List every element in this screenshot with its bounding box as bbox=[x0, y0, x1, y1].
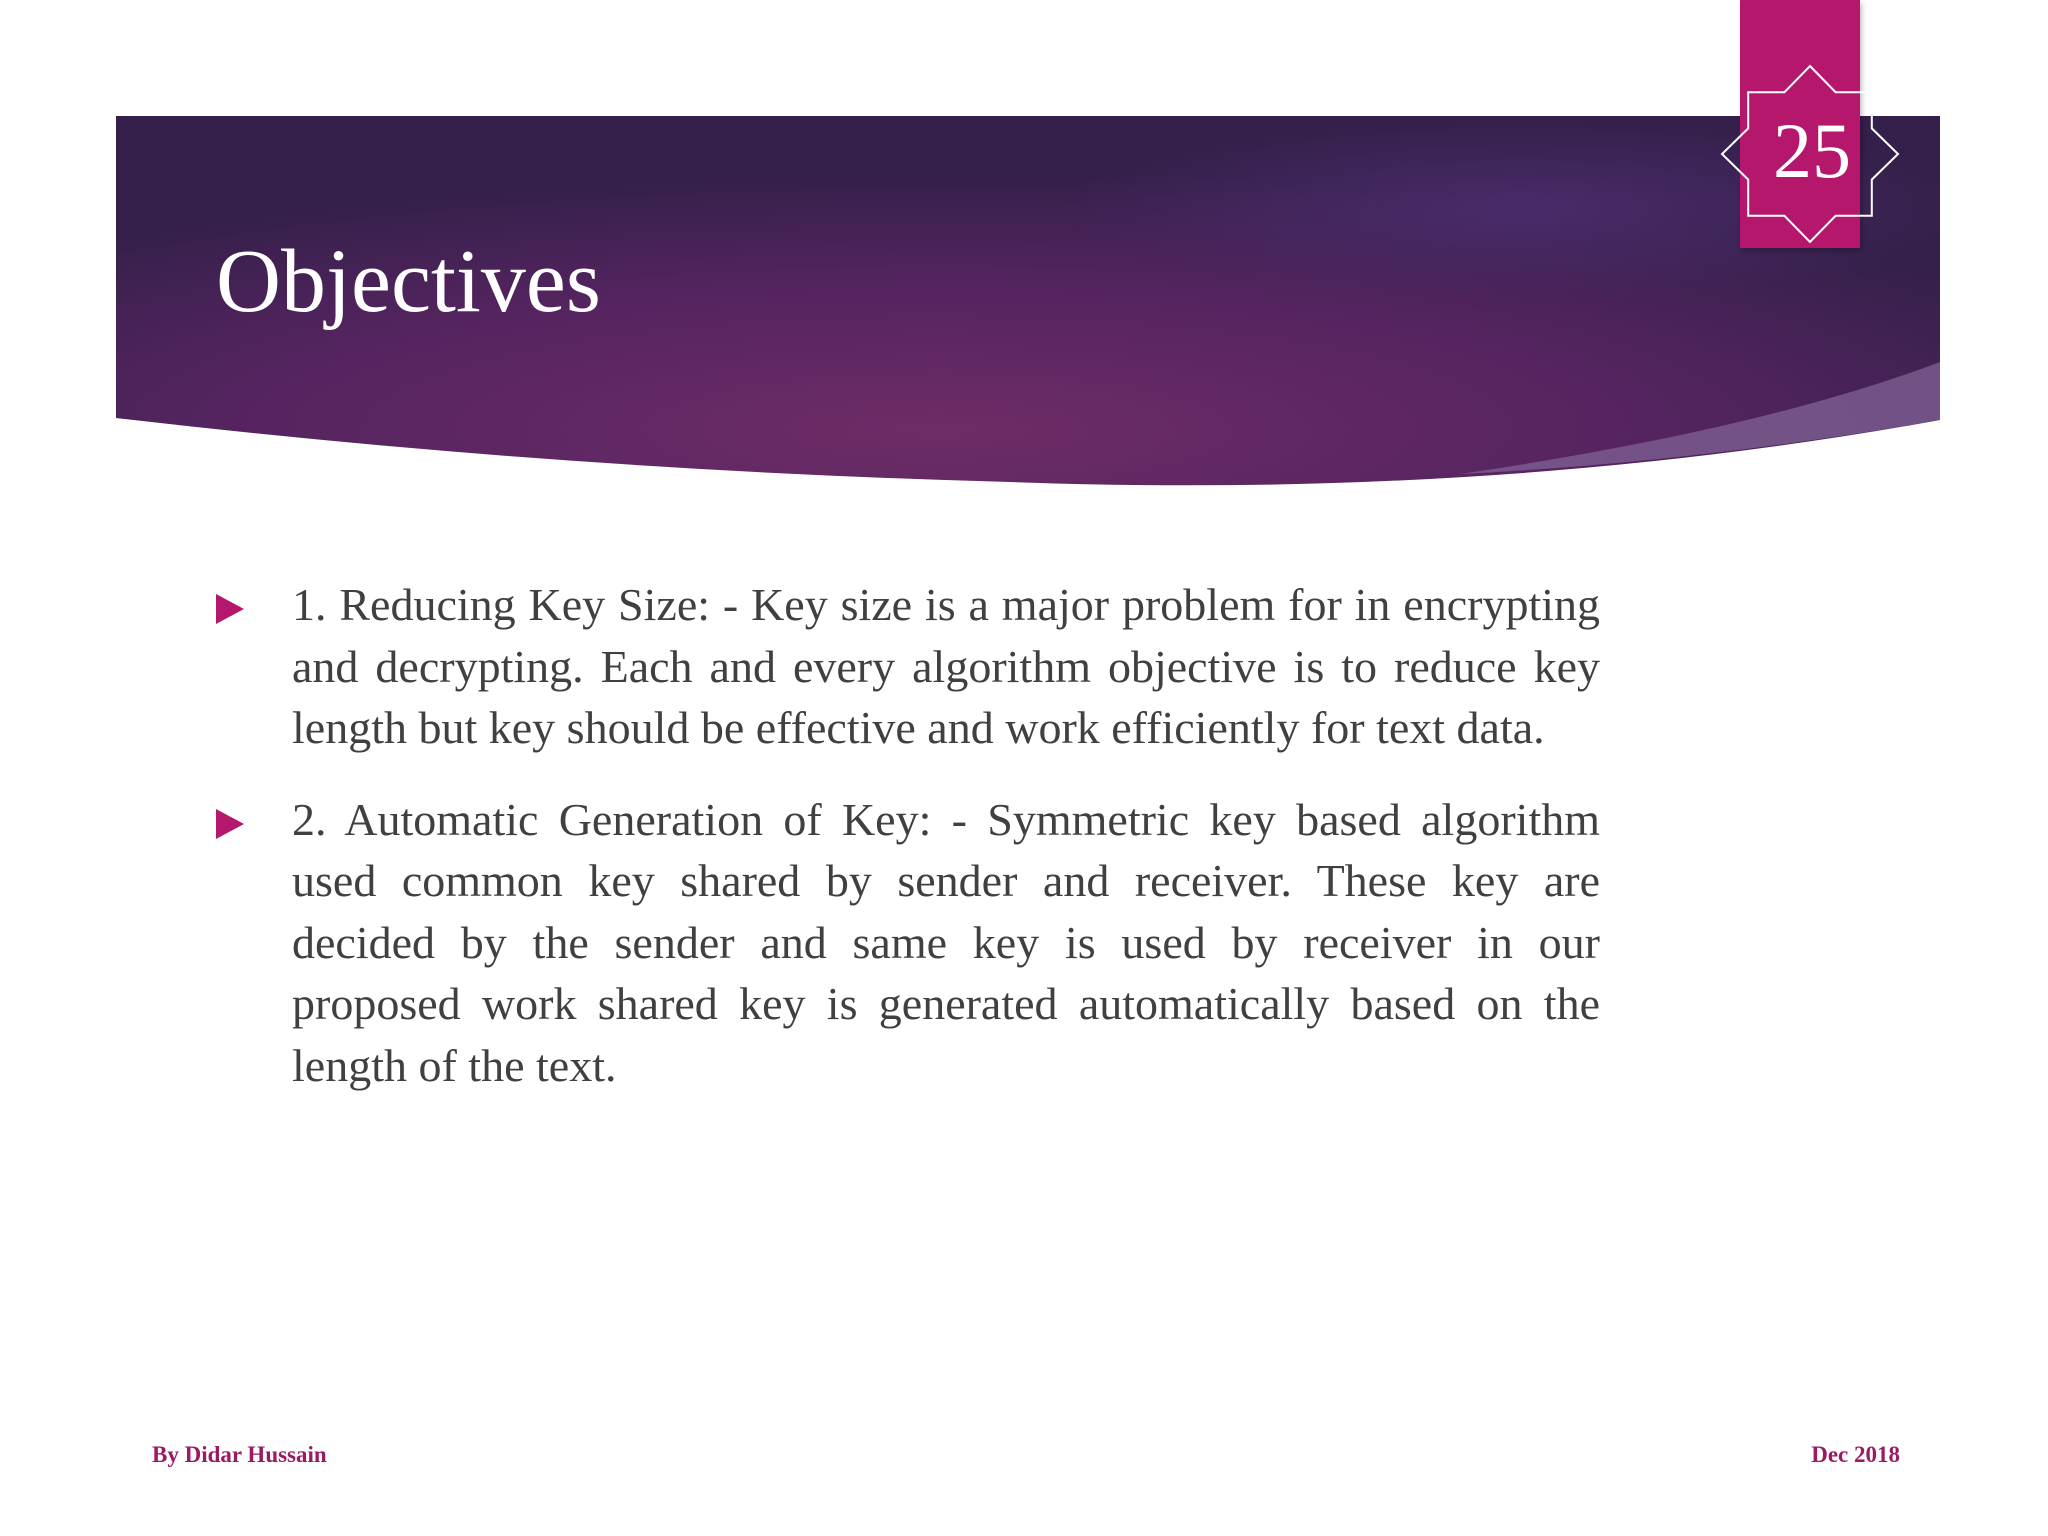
slide-title: Objectives bbox=[216, 232, 601, 331]
triangle-right-icon bbox=[216, 594, 244, 624]
triangle-right-icon bbox=[216, 809, 244, 839]
footer-author: By Didar Hussain bbox=[152, 1442, 327, 1467]
slide-content bbox=[216, 574, 1600, 1126]
bullet-text: 2. Automatic Generation of Key: - Symmetric key based algorithm used common key shared by sender and receiver. These key are decided by the sender and same key is used by receiver in our proposed work shared key is generated automatically based on the length of the text. bbox=[292, 793, 1600, 1091]
footer-date: Dec 2018 bbox=[1811, 1442, 1900, 1467]
page-number: 25 bbox=[1773, 107, 1851, 194]
bullet-item bbox=[216, 789, 1600, 1097]
bullet-item bbox=[216, 574, 1600, 759]
bullet-text: 1. Reducing Key Size: - Key size is a major problem for in encrypting and decrypting. Each and every algorithm objective is to reduce key length but key should be effective and work efficiently for text data. bbox=[292, 579, 1600, 753]
